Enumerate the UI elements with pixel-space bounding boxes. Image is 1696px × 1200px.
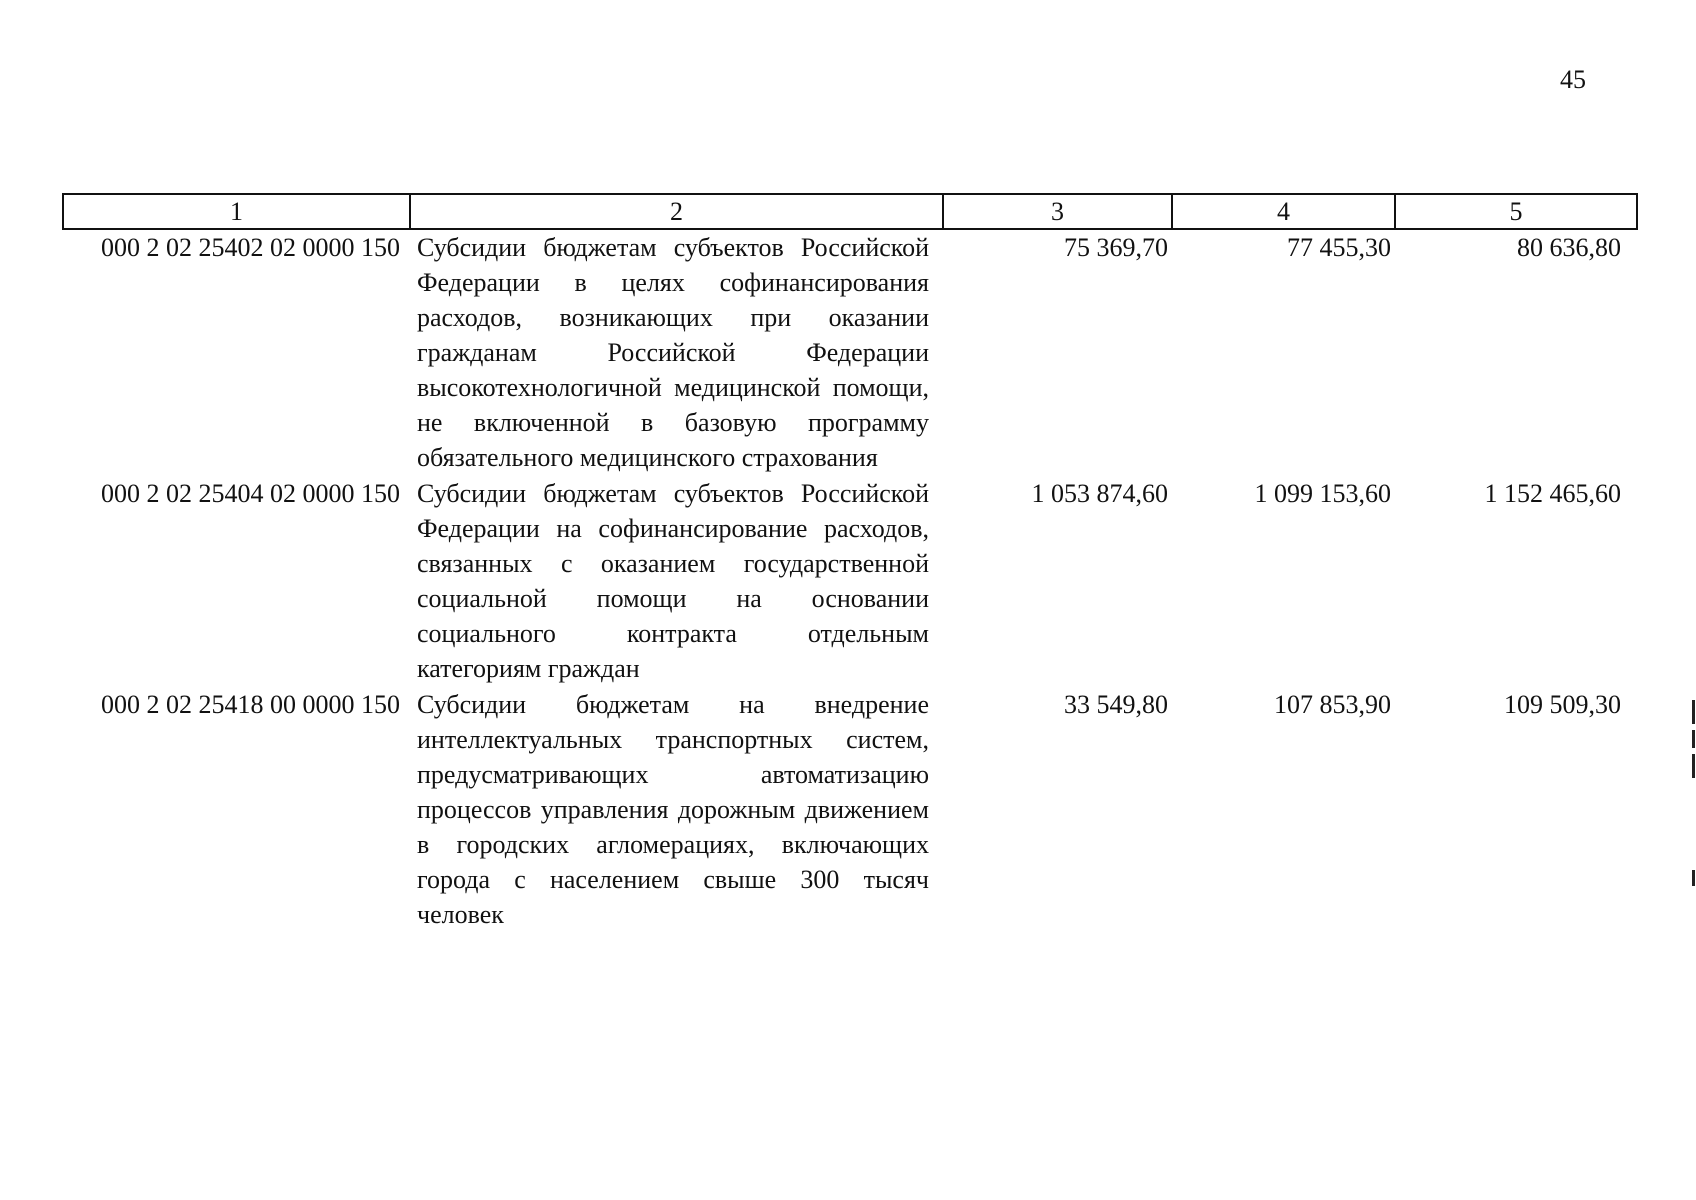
amount-col-4: 107 853,90: [1274, 690, 1391, 719]
amount-col-5: 80 636,80: [1517, 233, 1621, 262]
budget-code: 000 2 02 25418 00 0000 150: [101, 690, 400, 719]
column-header-3: 3: [943, 194, 1172, 229]
item-name: Субсидии бюджетам на внедрение интеллектуальных транспортных систем, предусматривающих автоматизацию процессов управления дорожным движением в городских агломерациях, включающих города с населением свыше 300 тысяч человек: [417, 690, 929, 929]
column-header-4: 4: [1172, 194, 1395, 229]
column-header-2: 2: [410, 194, 943, 229]
table-row: [63, 229, 1637, 476]
page-number: 45: [1560, 65, 1586, 94]
column-header-1: 1: [63, 194, 410, 229]
amount-col-3: 75 369,70: [1064, 233, 1168, 262]
amount-col-3: 33 549,80: [1064, 690, 1168, 719]
amount-col-3: 1 053 874,60: [1031, 479, 1168, 508]
table-row: [63, 476, 1637, 687]
amount-col-4: 1 099 153,60: [1254, 479, 1391, 508]
item-name: Субсидии бюджетам субъектов Российской Федерации в целях софинансирования расходов, возникающих при оказании гражданам Российской Федерации высокотехнологичной медицинской помощи, не включенной в базовую программу обязательного медицинского страхования: [417, 233, 929, 472]
budget-code: 000 2 02 25404 02 0000 150: [101, 479, 400, 508]
scan-edge-marks: [1692, 700, 1696, 900]
item-name: Субсидии бюджетам субъектов Российской Федерации на софинансирование расходов, связанных с оказанием государственной социальной помощи на основании социального контракта отдельным категориям граждан: [417, 479, 929, 683]
budget-code: 000 2 02 25402 02 0000 150: [101, 233, 400, 262]
table-body: [63, 229, 1637, 933]
table-row: [63, 687, 1637, 933]
amount-col-5: 1 152 465,60: [1484, 479, 1621, 508]
table-header-row: [63, 194, 1637, 229]
budget-table: [62, 193, 1638, 933]
amount-col-5: 109 509,30: [1504, 690, 1621, 719]
table-header: [63, 194, 1637, 229]
column-header-5: 5: [1395, 194, 1637, 229]
amount-col-4: 77 455,30: [1287, 233, 1391, 262]
